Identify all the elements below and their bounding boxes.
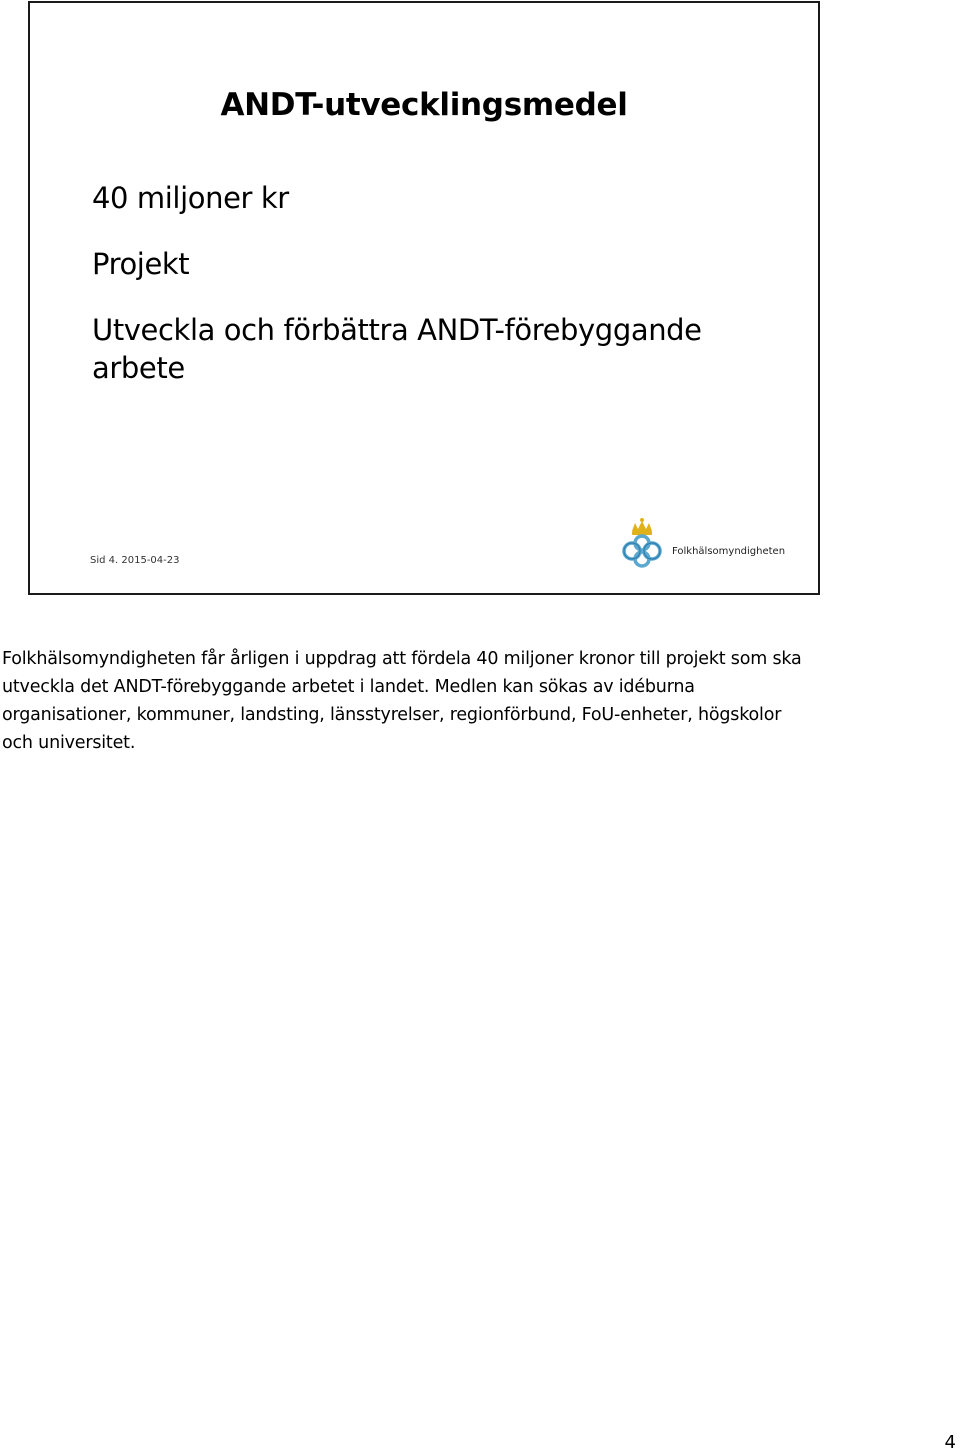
slide-title: ANDT-utvecklingsmedel (220, 87, 628, 123)
folkhalsomyndigheten-logo-icon (618, 517, 666, 569)
slide-line-goal: Utveckla och förbättra ANDT-förebyggande arbete (92, 313, 702, 385)
slide-footer: Sid 4. 2015-04-23 (90, 555, 180, 566)
logo (618, 517, 785, 569)
slide-line-amount: 40 miljoner kr (92, 181, 289, 215)
page-number: 4 (944, 1432, 956, 1453)
speaker-notes: Folkhälsomyndigheten får årligen i uppdrag att fördela 40 miljoner kronor till projekt som ska utveckla det ANDT-förebyggande arbetet i landet. Medlen kan sökas av idéburna organisationer, kommuner, landsting, länsstyrelser, regionförbund, FoU-enheter, högskolor och universitet. (2, 649, 802, 753)
slide (28, 1, 820, 595)
slide-line-projects: Projekt (92, 247, 190, 281)
logo-text: Folkhälsomyndigheten (672, 545, 786, 557)
